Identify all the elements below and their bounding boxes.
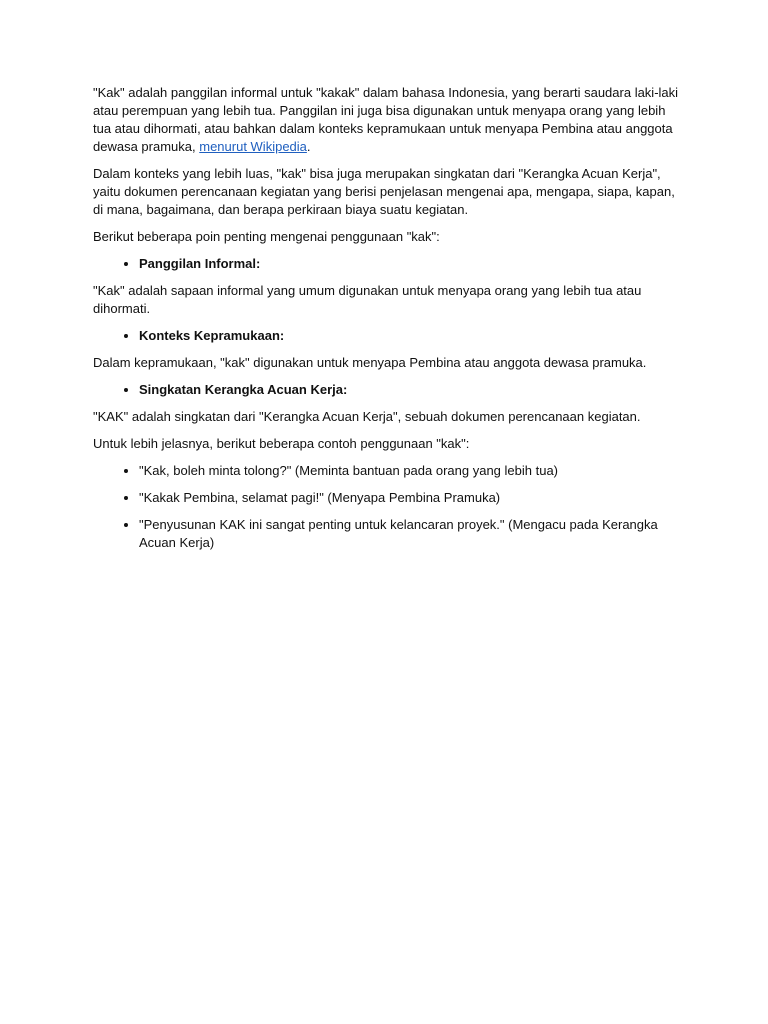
point-heading: Singkatan Kerangka Acuan Kerja: (139, 382, 348, 397)
point-heading-item (139, 327, 683, 345)
point-description: "KAK" adalah singkatan dari "Kerangka Acuan Kerja", sebuah dokumen perencanaan kegiatan. (93, 409, 641, 424)
point-description: "Kak" adalah sapaan informal yang umum digunakan untuk menyapa orang yang lebih tua atau dihormati. (93, 283, 642, 316)
examples-intro: Untuk lebih jelasnya, berikut beberapa contoh penggunaan "kak": (93, 436, 470, 451)
point-heading-item (139, 381, 683, 399)
point-heading-item (139, 255, 683, 273)
point-description: Dalam kepramukaan, "kak" digunakan untuk menyapa Pembina atau anggota dewasa pramuka. (93, 355, 647, 370)
intro-text-end: . (306, 139, 311, 154)
example-item: • "Kakak Pembina, selamat pagi!" (Menyapa Pembina Pramuka) (139, 489, 683, 507)
example-item: • "Penyusunan KAK ini sangat penting untuk kelancaran proyek." (Mengacu pada Kerangka Acuan Kerja) (139, 516, 683, 552)
intro-text: "Kak" adalah panggilan informal untuk "kakak" dalam bahasa Indonesia, yang berarti saudara laki-laki atau perempuan yang lebih tua. Panggilan ini juga bisa digunakan untuk menyapa orang yang lebih tua atau dihormati, atau bahkan dalam konteks kepramukaan untuk menyapa Pembina atau anggota dewasa pramuka, (93, 85, 679, 154)
examples-list (93, 462, 683, 552)
intro-paragraph (93, 84, 683, 156)
wikipedia-link[interactable]: menurut Wikipedia (199, 139, 307, 154)
document-page (93, 84, 683, 561)
points-intro: Berikut beberapa poin penting mengenai penggunaan "kak": (93, 229, 440, 244)
point-heading: Panggilan Informal: (139, 256, 261, 271)
point-heading-list (93, 327, 683, 345)
point-heading-list (93, 255, 683, 273)
point-heading: Konteks Kepramukaan: (139, 328, 285, 343)
example-item: • "Kak, boleh minta tolong?" (Meminta bantuan pada orang yang lebih tua) (139, 462, 683, 480)
point-heading-list (93, 381, 683, 399)
acronym-paragraph: Dalam konteks yang lebih luas, "kak" bisa juga merupakan singkatan dari "Kerangka Acuan Kerja", yaitu dokumen perencanaan kegiatan yang berisi penjelasan mengenai apa, mengapa, siapa, kapan, di mana, bagaimana, dan berapa perkiraan biaya suatu kegiatan. (93, 166, 675, 217)
